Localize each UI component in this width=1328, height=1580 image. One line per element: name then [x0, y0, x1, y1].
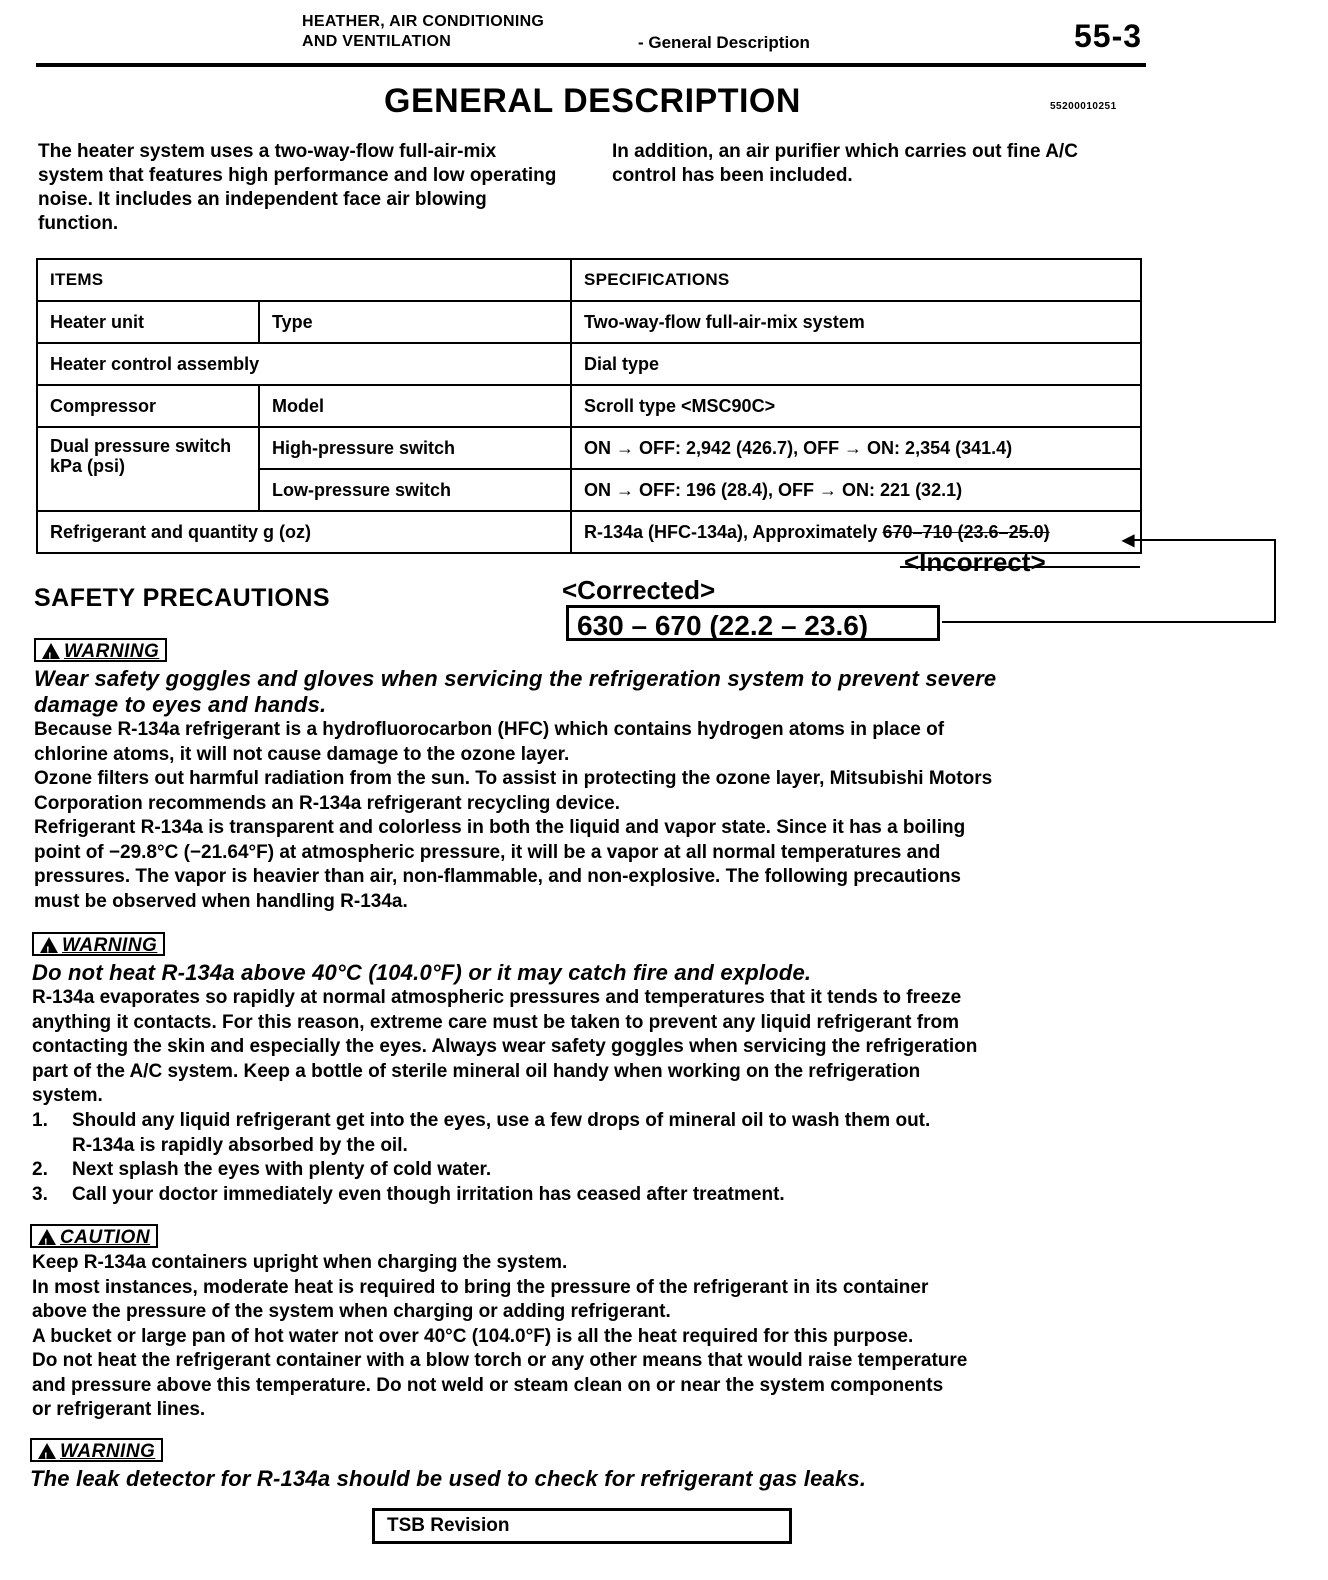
refrigerant-spec-text: R-134a (HFC-134a), Approximately — [584, 521, 878, 542]
connector-line — [942, 621, 1276, 623]
corrected-value: 630 – 670 (22.2 – 23.6) — [566, 605, 940, 641]
connector-line — [1132, 539, 1276, 541]
text-line: Do not heat the refrigerant container with a blow torch or any other means that would raise temperature — [32, 1350, 968, 1371]
text-line: above the pressure of the system when charging or adding refrigerant. — [32, 1301, 671, 1322]
warning-label: WARNING — [64, 641, 160, 662]
caution-label: CAUTION — [60, 1227, 151, 1248]
warning-icon — [40, 937, 58, 953]
spec-table — [36, 258, 1142, 554]
struck-value: 670–710 (23.6–25.0) — [882, 521, 1050, 542]
text-line: must be observed when handling R-134a. — [34, 890, 408, 912]
text-line: A bucket or large pan of hot water not over 40°C (104.0°F) is all the heat required for this purpose. — [32, 1325, 914, 1347]
cell-spec: Two-way-flow full-air-mix system — [571, 301, 1141, 343]
warning-icon — [42, 643, 60, 659]
cell-item: Compressor — [37, 385, 259, 427]
warning-line: Wear safety goggles and gloves when servicing the refrigeration system to prevent severe — [34, 666, 997, 691]
section-title-line1: HEATHER, AIR CONDITIONING — [302, 13, 545, 30]
caution-text: Keep R-134a containers upright when charging the system. — [32, 1252, 568, 1273]
text-line: contacting the skin and especially the eyes. Always wear safety goggles when servicing the refrigeration — [32, 1036, 978, 1057]
corrected-label: <Corrected> — [562, 575, 716, 605]
numbered-list — [32, 1109, 930, 1207]
text-line: chlorine atoms, it will not cause damage to the ozone layer. — [34, 743, 570, 765]
list-number: 3. — [32, 1183, 48, 1205]
paragraph — [32, 1251, 967, 1423]
text-line: and pressure above this temperature. Do not weld or steam clean on or near the system components — [32, 1374, 944, 1396]
warning-text: Do not heat R-134a above 40°C (104.0°F) or it may catch fire and explode. — [32, 960, 812, 985]
list-text: Should any liquid refrigerant get into the eyes, use a few drops of mineral oil to wash them out. — [72, 1110, 931, 1131]
table-row — [37, 427, 1141, 469]
table-row — [37, 385, 1141, 427]
text-line: pressures. The vapor is heavier than air, non-flammable, and non-explosive. The following precautions — [34, 866, 961, 887]
header-rule — [36, 63, 1146, 67]
warning-badge — [30, 1438, 163, 1462]
section-heading: SAFETY PRECAUTIONS — [34, 584, 331, 612]
tsb-revision-box: TSB Revision — [372, 1508, 792, 1544]
table-header-row — [37, 259, 1141, 301]
text-line: Because R-134a refrigerant is a hydrofluorocarbon (HFC) which contains hydrogen atoms in place of — [34, 719, 945, 740]
cell-item: Dual pressure switch kPa (psi) — [37, 427, 259, 511]
subsection-title: - General Description — [638, 33, 810, 52]
warning-text — [34, 666, 996, 718]
caution-icon — [38, 1229, 56, 1245]
text-line: Corporation recommends an R-134a refrigerant recycling device. — [34, 792, 621, 814]
header-items: ITEMS — [37, 259, 571, 301]
warning-badge — [34, 638, 167, 662]
cell-spec: ON → OFF: 2,942 (426.7), OFF → ON: 2,354 (341.4) — [571, 427, 1141, 469]
list-item — [32, 1183, 930, 1208]
header-specifications: SPECIFICATIONS — [571, 259, 1141, 301]
cell-sub: Low-pressure switch — [259, 469, 571, 511]
list-number: 1. — [32, 1110, 48, 1131]
caution-badge — [30, 1224, 158, 1248]
text-line: Ozone filters out harmful radiation from the sun. To assist in protecting the ozone layer, Mitsubishi Motors — [34, 768, 993, 789]
text-line: R-134a evaporates so rapidly at normal atmospheric pressures and temperatures that it tends to freeze — [32, 987, 962, 1008]
intro-left: The heater system uses a two-way-flow full-air-mix system that features high performance and low operating noise. It includes an independent face air blowing function. — [38, 141, 557, 234]
paragraph — [32, 986, 977, 1109]
list-text: Next splash the eyes with plenty of cold water. — [72, 1159, 492, 1180]
warning-icon — [38, 1443, 56, 1459]
cell-spec: ON → OFF: 196 (28.4), OFF → ON: 221 (32.1) — [571, 469, 1141, 511]
intro-right: In addition, an air purifier which carries out fine A/C control has been included. — [612, 141, 1078, 186]
warning-text: The leak detector for R-134a should be used to check for refrigerant gas leaks. — [30, 1466, 867, 1491]
cell-spec: Scroll type <MSC90C> — [571, 385, 1141, 427]
cell-sub: High-pressure switch — [259, 427, 571, 469]
page-number: 55-3 — [1074, 18, 1143, 54]
section-title — [302, 12, 544, 52]
warning-label: WARNING — [60, 1441, 156, 1462]
cell-sub: Type — [259, 301, 571, 343]
arrow-icon: ◀ — [1122, 532, 1135, 549]
section-title-line2: AND VENTILATION — [302, 33, 452, 50]
incorrect-label: <Incorrect> — [904, 547, 1046, 577]
list-item — [32, 1109, 930, 1134]
list-text: Call your doctor immediately even though irritation has ceased after treatment. — [72, 1183, 785, 1205]
list-text: R-134a is rapidly absorbed by the oil. — [72, 1134, 408, 1156]
reference-code: 55200010251 — [1050, 101, 1117, 112]
warning-line: damage to eyes and hands. — [34, 692, 327, 717]
cell-item: Refrigerant and quantity g (oz) — [37, 511, 571, 553]
cell-spec: Dial type — [571, 343, 1141, 385]
text-line: part of the A/C system. Keep a bottle of sterile mineral oil handy when working on the refrigeration — [32, 1060, 921, 1082]
text-line: anything it contacts. For this reason, extreme care must be taken to prevent any liquid refrigerant from — [32, 1011, 960, 1033]
text-line: system. — [32, 1085, 103, 1106]
text-line: point of −29.8°C (−21.64°F) at atmospheric pressure, it will be a vapor at all normal temperatures and — [34, 841, 941, 863]
warning-badge — [32, 932, 165, 956]
cell-spec — [571, 511, 1141, 553]
list-item — [32, 1134, 930, 1159]
warning-label: WARNING — [62, 935, 158, 956]
table-row — [37, 343, 1141, 385]
text-line: Refrigerant R-134a is transparent and colorless in both the liquid and vapor state. Since it has a boiling — [34, 817, 966, 838]
list-number: 2. — [32, 1159, 48, 1180]
cell-item: Heater control assembly — [37, 343, 571, 385]
text-line: In most instances, moderate heat is required to bring the pressure of the refrigerant in its container — [32, 1276, 929, 1298]
page-title: GENERAL DESCRIPTION — [384, 82, 801, 120]
cell-item: Heater unit — [37, 301, 259, 343]
cell-sub: Model — [259, 385, 571, 427]
text-line: or refrigerant lines. — [32, 1399, 206, 1420]
list-item — [32, 1158, 930, 1183]
connector-line — [1274, 539, 1276, 623]
paragraph — [34, 718, 992, 914]
table-row — [37, 301, 1141, 343]
